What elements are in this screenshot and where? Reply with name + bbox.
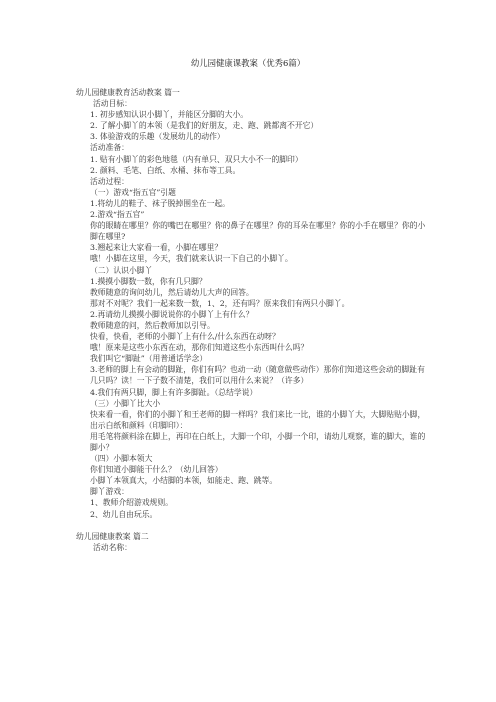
- body-line: 哦！原来是这些小东西在动，那你们知道这些小东西叫什么吗？: [90, 343, 309, 353]
- body-line: 快看，快看，老师的小脚丫上有什么/什么东西在动呀？: [90, 332, 280, 342]
- body-line: 你们知道小脚能干什么？（幼儿回答）: [90, 465, 223, 475]
- body-line: （一）游戏“指五官”引题: [90, 187, 176, 197]
- body-line: 活动目标：: [93, 99, 132, 109]
- body-line: 1. 贴有小脚丫的彩色地毯（内有单只、双只大小不一的脚印）: [90, 154, 303, 164]
- body-line: 2. 了解小脚丫的本领（是我们的好朋友，走、跑、跳都离不开它）: [90, 121, 319, 131]
- document-body: [76, 87, 428, 553]
- body-line: 2、幼儿自由玩乐。: [90, 509, 158, 519]
- body-line: 2. 颜料、毛笔、白纸、水桶、抹布等工具。: [90, 165, 241, 175]
- body-line: 3.老师的脚上有会动的脚趾，你们有吗？也动一动（随意做些动作）那你们知道这些会动的脚趾有几只吗？读！一下子数不清楚，我们可以用什么来说？（许多）: [90, 365, 425, 386]
- body-line: （三）小脚丫比大小: [90, 398, 161, 408]
- body-line: 3. 体验游戏的乐趣（发展幼儿的动作）: [90, 132, 225, 142]
- body-line: 活动准备：: [90, 143, 129, 153]
- body-line: （四）小脚本领大: [90, 454, 153, 464]
- body-line: 活动名称：: [93, 542, 132, 552]
- body-line: 1.将幼儿的鞋子、袜子脱掉围坐在一起。: [90, 198, 230, 208]
- blank-line: [76, 520, 428, 531]
- body-line: 2.再请幼儿摸摸小脚说说你的小脚丫上有什么？: [90, 309, 254, 319]
- body-line: 教师随意的询问幼儿，然后请幼儿大声的回答。: [90, 287, 254, 297]
- body-line: 1、教师介绍游戏规则。: [90, 498, 173, 508]
- body-line: （二）认识小脚丫: [90, 265, 153, 275]
- body-line: 4.我们有两只脚，脚上有许多脚趾。（总结学说）: [90, 387, 258, 397]
- body-line: 3.翘起来让大家看一看，小脚在哪里？: [90, 243, 223, 253]
- document-title: 幼儿园健康课教案（优秀6篇）: [190, 58, 306, 68]
- body-line: 脚丫游戏：: [90, 487, 129, 497]
- section-heading: 幼儿园健康教案 篇二: [76, 531, 149, 541]
- body-line: 1.摸摸小脚数一数，你有几只脚？: [90, 276, 207, 286]
- body-line: 你的眼睛在哪里？你的嘴巴在哪里？你的鼻子在哪里？你的耳朵在哪里？你的小手在哪里？你的小脚在哪里?: [90, 221, 426, 242]
- body-line: 2.游戏“指五官”: [90, 210, 145, 220]
- body-line: 活动过程：: [90, 176, 129, 186]
- body-line: 小脚丫本领真大，小结脚的本领，如能走、跑、跳等。: [90, 476, 278, 486]
- body-line: 教师随意的问，然后教师加以引导。: [90, 320, 215, 330]
- body-line: 1. 初步感知认识小脚丫，并能区分脚的大小。: [90, 110, 249, 120]
- body-line: 哦！小脚在这里，今天，我们就来认识一下自己的小脚丫。: [90, 254, 293, 264]
- body-line: 用毛笔将颜料涂在脚上，再印在白纸上，大脚一个印，小脚一个印，请幼儿观察，谁的脚大，谁的脚小？: [90, 431, 426, 452]
- body-line: 我们叫它“脚趾”（用普通话学念）: [90, 354, 208, 364]
- body-line: 快来看一看，你们的小脚丫和王老师的脚一样吗？我们来比一比，谁的小脚丫大，大脚贴贴小脚，出示白纸和颜料（印脚印）：: [90, 409, 426, 430]
- body-line: 那对不对呢？我们一起来数一数，1、2，还有吗？原来我们有两只小脚丫。: [90, 298, 350, 308]
- section-heading: 幼儿园健康教育活动教案 篇一: [76, 88, 180, 97]
